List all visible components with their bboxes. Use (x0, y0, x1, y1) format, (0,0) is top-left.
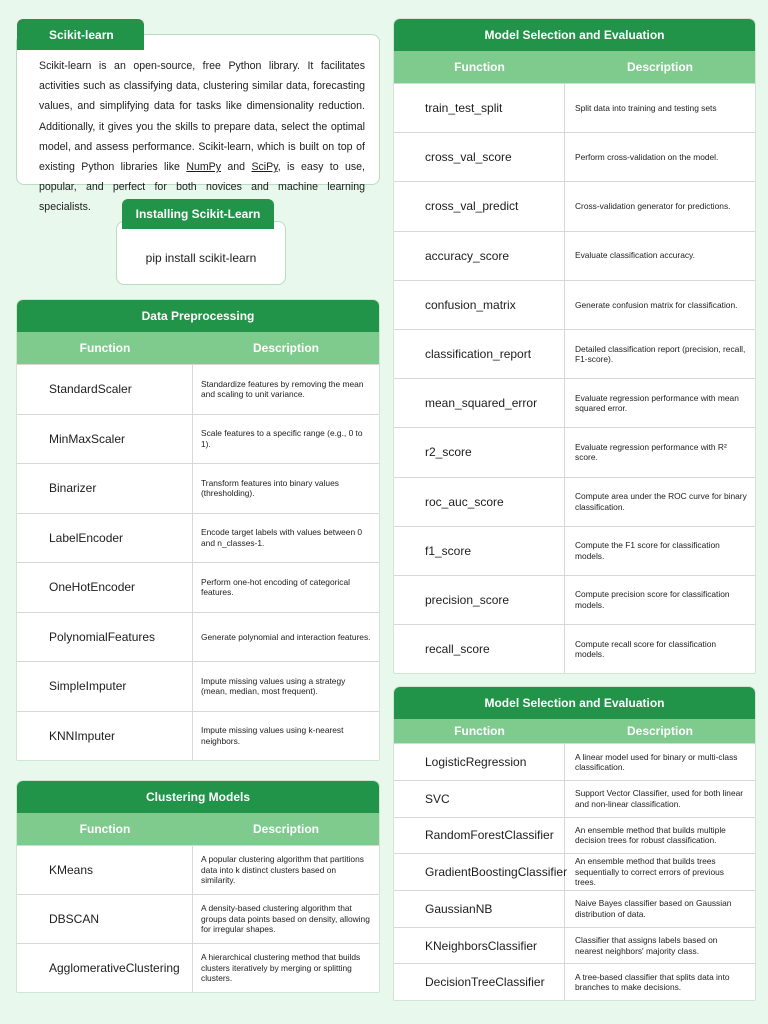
numpy-link[interactable]: NumPy (186, 161, 222, 174)
table-row (394, 427, 755, 476)
function-name: f1_score (394, 527, 565, 575)
function-description: Compute area under the ROC curve for binary classification. (575, 491, 747, 512)
function-name: RandomForestClassifier (394, 818, 565, 854)
function-name: precision_score (394, 576, 565, 624)
table-title: Model Selection and Evaluation (394, 687, 755, 719)
function-description: Encode target labels with values between 0 and n_classes-1. (201, 527, 363, 548)
function-name: StandardScaler (17, 365, 193, 414)
table-title: Model Selection and Evaluation (394, 19, 755, 51)
intro-title: Scikit-learn (17, 19, 144, 50)
table-header (17, 332, 379, 364)
intro-text-and: and (221, 161, 252, 174)
function-description: Classifier that assigns labels based on nearest neighbors' majority class. (575, 935, 718, 956)
header-function: Function (454, 60, 505, 74)
function-name: confusion_matrix (394, 281, 565, 329)
intro-text (39, 56, 365, 218)
function-description: Evaluate regression performance with mean squared error. (575, 392, 739, 414)
function-name: KNNImputer (17, 712, 193, 761)
table-row (394, 927, 755, 964)
right-column (393, 18, 756, 1001)
function-name: r2_score (394, 428, 565, 476)
function-description: Naive Bayes classifier based on Gaussian distribution of data. (575, 898, 732, 919)
function-name: SVC (394, 781, 565, 817)
function-name: KMeans (17, 846, 193, 894)
table-body (17, 364, 379, 760)
function-name: SimpleImputer (17, 662, 193, 711)
function-description: Standardize features by removing the mean and scaling to unit variance. (201, 378, 364, 400)
table-row (394, 280, 755, 329)
table-row (17, 711, 379, 761)
table-body (394, 743, 755, 1000)
intro-text-end: , is easy to use, popular, and perfect for both novices and machine learning specialists. (39, 161, 365, 214)
function-description: Generate confusion matrix for classification. (575, 299, 738, 310)
function-name: train_test_split (394, 84, 565, 132)
table-header (394, 719, 755, 743)
function-description: Detailed classification report (precision, recall, F1-score). (575, 343, 746, 365)
table-row (394, 780, 755, 817)
function-name: PolynomialFeatures (17, 613, 193, 662)
function-description: A hierarchical clustering method that builds clusters iteratively by merging or splitting clusters. (201, 952, 361, 984)
table-row (17, 845, 379, 894)
table-row (394, 890, 755, 927)
intro-text-part: Scikit-learn is an open-source, free Python library. It facilitates activities such as classifying data, clustering similar data, forecasting values, and simplifying data for tasks like dimensionality reduction. Additionally, it gives you the skills to prepare data, select the optimal model, and assess performance. Scikit-learn, which is built on top of existing Python libraries like (39, 60, 365, 174)
table-row (394, 526, 755, 575)
function-description: Transform features into binary values (thresholding). (201, 477, 339, 499)
function-name: DecisionTreeClassifier (394, 964, 565, 1000)
table-body (17, 845, 379, 992)
left-column (16, 18, 380, 993)
table-row (394, 83, 755, 132)
function-description: An ensemble method that builds trees sequentially to correct errors of previous trees. (575, 856, 724, 888)
function-description: Compute the F1 score for classification models. (575, 540, 720, 561)
table-row (394, 477, 755, 526)
table-row (394, 575, 755, 624)
table-row (394, 231, 755, 280)
function-name: Binarizer (17, 464, 193, 513)
function-description: A tree-based classifier that splits data into branches to make decisions. (575, 971, 730, 993)
function-name: accuracy_score (394, 232, 565, 280)
table-row (394, 817, 755, 854)
function-name: AgglomerativeClustering (17, 944, 193, 992)
table-row (394, 963, 755, 1000)
header-function: Function (454, 724, 505, 739)
function-description: A density-based clustering algorithm that groups data points based on density, allowing for irregular shapes. (201, 903, 370, 935)
function-name: roc_auc_score (394, 478, 565, 526)
function-description: Compute recall score for classification models. (575, 638, 717, 660)
function-name: MinMaxScaler (17, 415, 193, 464)
function-description: Evaluate regression performance with R² score. (575, 441, 727, 463)
function-description: Evaluate classification accuracy. (575, 250, 695, 261)
function-name: classification_report (394, 330, 565, 378)
table-row (394, 853, 755, 890)
install-section (116, 199, 286, 287)
install-command: pip install scikit-learn (116, 221, 286, 285)
function-description: Perform one-hot encoding of categorical features. (201, 576, 350, 598)
function-name: cross_val_predict (394, 182, 565, 230)
function-name: GaussianNB (394, 891, 565, 927)
table-header (394, 51, 755, 83)
table-row (17, 513, 379, 563)
table-row (17, 943, 379, 992)
clustering-models-table (16, 780, 380, 993)
function-description: An ensemble method that builds multiple decision trees for robust classification. (575, 824, 726, 846)
table-row (17, 612, 379, 662)
table-row (17, 562, 379, 612)
function-name: recall_score (394, 625, 565, 673)
function-description: Support Vector Classifier, used for both linear and non-linear classification. (575, 788, 744, 809)
function-name: DBSCAN (17, 895, 193, 943)
function-description: Impute missing values using a strategy (mean, median, most frequent). (201, 675, 346, 697)
table-row (17, 414, 379, 464)
function-description: Split data into training and testing sets (575, 102, 717, 113)
table-row (394, 378, 755, 427)
table-row (394, 624, 755, 673)
table-row (17, 463, 379, 513)
header-description: Description (626, 60, 693, 74)
function-name: OneHotEncoder (17, 563, 193, 612)
install-title: Installing Scikit-Learn (122, 199, 274, 229)
function-description: A popular clustering algorithm that partitions data into k distinct clusters based on similarity. (201, 854, 364, 886)
function-description: A linear model used for binary or multi-class classification. (575, 751, 738, 773)
function-name: LabelEncoder (17, 514, 193, 563)
header-function: Function (79, 341, 131, 355)
table-title: Data Preprocessing (17, 300, 379, 332)
scipy-link[interactable]: SciPy (251, 161, 278, 174)
header-description: Description (252, 341, 319, 355)
table-row (394, 329, 755, 378)
table-body (394, 83, 755, 673)
function-description: Scale features to a specific range (e.g., 0 to 1). (201, 428, 363, 449)
function-description: Perform cross-validation on the model. (575, 152, 719, 163)
table-row (17, 364, 379, 414)
function-description: Generate polynomial and interaction features. (201, 631, 371, 642)
model-selection-table (393, 18, 756, 674)
table-row (394, 743, 755, 780)
function-name: mean_squared_error (394, 379, 565, 427)
table-row (17, 894, 379, 943)
data-preprocessing-table (16, 299, 380, 761)
function-name: cross_val_score (394, 133, 565, 181)
function-description: Impute missing values using k-nearest neighbors. (201, 725, 344, 746)
table-row (17, 661, 379, 711)
header-function: Function (79, 822, 131, 836)
table-row (394, 181, 755, 230)
header-description: Description (252, 822, 319, 836)
function-name: KNeighborsClassifier (394, 928, 565, 964)
table-header (17, 813, 379, 845)
function-name: GradientBoostingClassifier (394, 854, 565, 890)
function-description: Compute precision score for classification models. (575, 589, 730, 610)
models-table (393, 686, 756, 1001)
table-row (394, 132, 755, 181)
function-name: LogisticRegression (394, 744, 565, 780)
function-description: Cross-validation generator for predictions. (575, 201, 731, 212)
header-description: Description (626, 724, 693, 739)
table-title: Clustering Models (17, 781, 379, 813)
